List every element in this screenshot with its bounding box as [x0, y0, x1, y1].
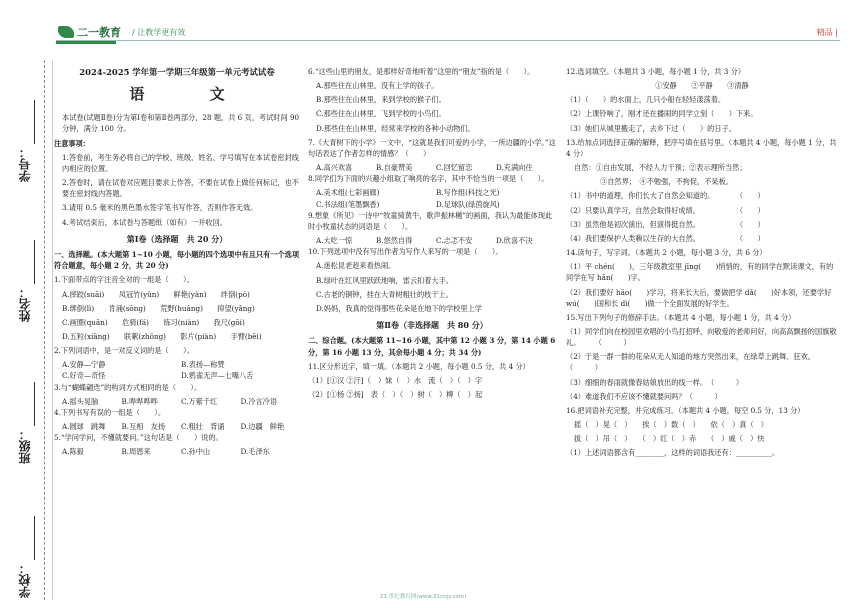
part-1-heading: 一、选择题。(本大题第 1~10 小题，每小题的四个选项中有且只有一个选项符合题意，每小题 2 分，共 20 分)	[54, 250, 300, 271]
header-accent	[56, 41, 116, 44]
name-blank	[34, 240, 35, 284]
q6-option-d: D.那些住在山林里，经常来学校的各种小动物们。	[316, 123, 475, 133]
seal-binding	[8, 60, 48, 600]
q5-option-b: B.周恩来	[121, 447, 151, 457]
question-2: 2.下列词语中，是一对反义词的是（ ）。	[54, 346, 194, 356]
q7-option-b: B.自豪赞美	[376, 163, 413, 173]
question-8: 8.同学们为下面的兴趣小组取了响亮的名字，其中不恰当的一项是（ ）。	[308, 174, 549, 184]
q13-definition-1: 自然：①自由发展，不经人力干预；②表示理所当然；	[574, 163, 747, 173]
q9-option-b: B.悠然自得	[376, 236, 413, 246]
question-5: 5.“学问学问，不懂就要问。”这句话是（ ）说的。	[54, 433, 223, 443]
note-1: 1.答卷前，考生务必将自己的学校、班级、姓名、学号填写在本试卷密封线内相应的位置。	[62, 152, 299, 173]
q9-option-c: C.忐忑不安	[436, 236, 473, 246]
q13-line-2: （2）只要认真学习，自然会取得好成绩。 （ ）	[566, 205, 765, 215]
q13-definition-2: ③自然界； ④不勉强，不拘促，不呆板。	[600, 177, 733, 187]
q5-option-a: A.陈毅	[62, 447, 84, 457]
q8-option-c: C.书法组(笔墨飘香)	[316, 199, 380, 209]
slogan: / 让教学更有效	[132, 28, 186, 37]
q1-option-b: B.绑倒(lì) 肯涌(sōng) 荒野(huāng) 抑望(yǎng)	[62, 303, 255, 313]
q2-option-c: C.好奇—奇怪	[62, 371, 106, 381]
question-9: 9.想象《所见》一诗中“牧童骑黄牛，歌声振林樾”的画面，我认为最能体现此时小牧童状态的词语是（ ）。	[308, 210, 553, 231]
note-2: 2.答卷时，请在试卷对应题目要求上作答，不要在试卷上做任何标记，也不要在密封线内答题。	[62, 178, 299, 199]
student-id-blank	[34, 100, 35, 144]
question-11: 11.区分形近字，填一填。（本题共 2 小题，每小题 0.5 分，共 4 分）	[308, 361, 530, 371]
q8-option-a: A.美术组(七彩画廊)	[316, 188, 380, 198]
site-logo	[58, 24, 121, 40]
question-14: 14.读句子，写字词。（本题共 2 小题，每小题 3 分，共 6 分）	[566, 248, 767, 258]
notes-heading: 注意事项：	[54, 138, 90, 148]
q6-option-a: A.那些住在山林里，没有上学的孩子。	[316, 81, 439, 91]
note-3: 3.请用 0.5 毫米的黑色墨水签字笔书写作答，否则作答无效。	[62, 203, 258, 213]
q7-option-a: A.高兴欢喜	[316, 163, 353, 173]
question-7: 7.《大青树下的小学》一文中，“这就是我们可爱的小学，一所边疆的小学。”这句话表达了作者怎样的情感？（ ）	[308, 137, 556, 158]
q5-option-d: D.毛泽东	[240, 447, 270, 457]
column-right	[566, 66, 838, 462]
question-13: 13.给加点词选择正确的解释，把序号填在括号里。（本题共 4 小题，每小题 1 分，共 4 分）	[566, 137, 839, 158]
q6-option-b: B.那些住在山林里，来到学校的猴子们。	[316, 95, 446, 105]
page-footer: 21 世纪教育网(www.21cnjy.com)	[380, 594, 467, 600]
q9-options	[308, 235, 556, 246]
q12-line-1: （1）（ ）的水面上，几只小船在轻轻漾荡着。	[566, 95, 726, 105]
class-label: 班级：	[18, 428, 32, 464]
q5-option-c: C.孙中山	[181, 447, 211, 457]
question-6: 6.“这些山里的朋友，是那样好奇地听着”这里的“朋友”指的是（ ）。	[308, 67, 535, 76]
q9-option-d: D.欣喜不决	[496, 236, 533, 246]
q12-line-2: （2）上课铃响了，刚才还在播闹的同学立刻（ ）下来。	[566, 109, 758, 119]
q12-word-bank: ①安静 ②平静 ③清静	[655, 81, 749, 91]
question-12: 12.选词填空。（本题共 3 小题，每小题 1 分，共 3 分）	[566, 67, 746, 76]
q15-line-3: （3）细细的春雨就像春姑娘放出的线一样。 （ ）	[566, 377, 744, 387]
q1-option-a: A.摔跤(suāi) 凤冠竹(yǔn) 鲜艳(yàn) 绊倒(pò)	[62, 289, 250, 299]
q5-options	[54, 446, 300, 457]
q6-option-c: C.那些住在山林里，飞到学校的小鸟们。	[316, 109, 446, 119]
q4-option-a: A.圆球 跳舞	[62, 422, 106, 432]
column-middle	[308, 66, 556, 403]
q16-row-1: 摇（ ）晃（ ） 挨（ ）数（ ） 依（ ）真（ ）	[574, 420, 769, 430]
intro-text: 本试卷(试题Ⅱ卷)分为第Ⅰ卷和第Ⅱ卷两部分，28 题，共 6 页，考试时间 90 分钟，满分 100 分。	[62, 113, 302, 134]
q3-option-b: B.哗哗哗哗	[121, 396, 158, 406]
question-4: 4.下列书写有误的一组是（ ）。	[54, 407, 166, 417]
q11-line-2: （2）[①杨 ②扬] 表（ ）（ ）树（ ）柳（ ）起	[308, 389, 483, 399]
q16-line-1: （1）上述词语都含有________，这样的词语我还有：__________。	[566, 448, 780, 458]
q10-option-c: C.古老的铜钟，挂在大青树粗壮的枝干上。	[316, 289, 453, 299]
class-blank	[34, 382, 35, 426]
logo-icon	[58, 26, 74, 38]
name-label: 姓名：	[18, 286, 32, 322]
q2-options	[54, 359, 300, 381]
q4-option-c: C.粗壮 背诵	[181, 422, 225, 432]
q7-options	[308, 162, 556, 173]
note-4: 4.考试结束后，本试卷与答题纸（如有）一并收回。	[62, 217, 227, 227]
q1-option-d: D.五粒(xiāng) 联絮(zhōng) 影片(piàn) 手臂(bēi)	[62, 332, 262, 341]
q3-option-c: C.万紫千红	[181, 396, 218, 406]
q1-option-c: C.画圈(quān) 危骑(fá) 练习(niàn) 我尺(gōi)	[62, 317, 245, 327]
exam-title: 2024-2025 学年第一学期三年级第一单元考试试卷	[79, 67, 275, 77]
student-id-label: 学号：	[18, 146, 32, 182]
question-1: 1.下面带点的字注音全对的一组是（ ）。	[54, 275, 194, 285]
q15-line-2: （2）于是一群一群的花朵从无人知道的地方突然出来，在绿草上跳舞、狂欢。（ ）	[566, 352, 815, 373]
q15-line-1: （1）同学们向在校园里欢唱的小鸟打招呼，向敬爱的老师问好，向高高飘扬的国旗敬礼。 （ ）	[566, 326, 837, 348]
school-label: 学校：	[18, 562, 32, 598]
q14-line-2: （2）我们要好 hāo( )学习，将来长大后，要做把学 dǎ( )好本领，还要学好 wú( )国和长 dì( )做一个全面发展的好学生。	[566, 287, 834, 308]
q2-option-a: A.安静—宁静	[62, 360, 106, 370]
q7-option-d: D.充满向往	[496, 163, 533, 173]
subject-title: 语 文	[129, 85, 255, 104]
q3-option-a: A.摇头晃脑	[62, 396, 99, 406]
q4-option-d: D.边疆 鲜艳	[240, 422, 285, 432]
page-header	[0, 0, 860, 46]
question-15: 15.写出下列句子的修辞手法。（本题共 4 小题，每小题 1 分，共 4 分）	[566, 312, 796, 322]
q4-option-b: B.互相 友扬	[121, 422, 166, 432]
q16-row-2: 拔（ ）吊（ ） （ ）红（ ）赤 （ ）戚（ ）快	[574, 434, 765, 444]
part-2-heading: 二、综合题。(本大题第 11~16 小题，其中第 12 小题 3 分，第 14 小题 6 分，第 16 小题 13 分，其余每小题 4 分；共 34 分)	[308, 336, 558, 357]
section-1-title: 第Ⅰ卷（选择题 共 20 分）	[126, 233, 228, 244]
section-2-title: 第Ⅱ卷（非选择题 共 80 分）	[376, 319, 488, 330]
q10-option-d: D.妈妈，我真的觉得那些花朵是在地下的学校里上学	[316, 303, 482, 313]
header-rule	[56, 40, 840, 41]
q13-line-1: （1）书中的道理，你们长大了自然会知道的。 （ ）	[566, 191, 765, 201]
q13-line-3: （3）虽然他是初次演出，但演得挺自然。 （ ）	[566, 219, 765, 229]
q14-line-1: （1）平 chén( )，三年级教室里 jīng( )悄悄的，有的同学在默读课文，有的同学在写 hǎn( )字。	[566, 262, 834, 283]
seal-line-outer	[52, 60, 53, 600]
q10-option-a: A.迷松昆老趁来看热闹。	[316, 261, 396, 271]
q8-option-d: D.足球队(绿茵旋风)	[436, 199, 500, 209]
q11-line-1: （1）[①汉 ②汗]（ ）妹（ ）水 流（ ）（ ）字	[308, 375, 483, 385]
school-blank	[34, 516, 35, 560]
q12-line-3: （3）她们从城里搬走了，去乡下过（ ）的日子。	[566, 123, 736, 133]
q2-option-b: B.表扬—称赞	[181, 360, 225, 370]
q8-options	[308, 187, 556, 209]
question-3: 3.与“蝴蝶翩迭”的构词方式相同的是（ ）。	[54, 382, 202, 392]
seal-line	[44, 60, 45, 600]
q3-option-d: D.冷言冷语	[240, 396, 278, 406]
question-16: 16.把词语补充完整，并完成练习。（本题共 4 小题，每空 0.5 分，13 分）	[566, 405, 805, 415]
q9-option-a: A.大吃一惊	[316, 236, 353, 246]
q4-options	[54, 421, 300, 432]
q10-option-b: B.绿叶在红风里跃跃地响，雷云扣着大手。	[316, 275, 453, 285]
q15-line-4: （4）难道我们不应该不懂就要问吗？（ ）	[566, 391, 722, 401]
logo-text: 二一教育	[77, 26, 121, 39]
brand-tag: 精品 |	[816, 28, 838, 37]
q2-option-d: D.鸦雀无声—七嘴八舌	[181, 371, 254, 381]
column-left	[54, 66, 300, 458]
question-10: 10.下列选项中没有写出作者为写作人来写的一项是（ ）。	[308, 247, 503, 257]
q7-option-c: C.回忆留恋	[436, 163, 473, 173]
q8-option-b: B.写作组(科技之光)	[436, 188, 500, 198]
q3-options	[54, 396, 300, 407]
q13-line-4: （4）我们要保护人类赖以生存的大自然。 （ ）	[566, 233, 765, 243]
